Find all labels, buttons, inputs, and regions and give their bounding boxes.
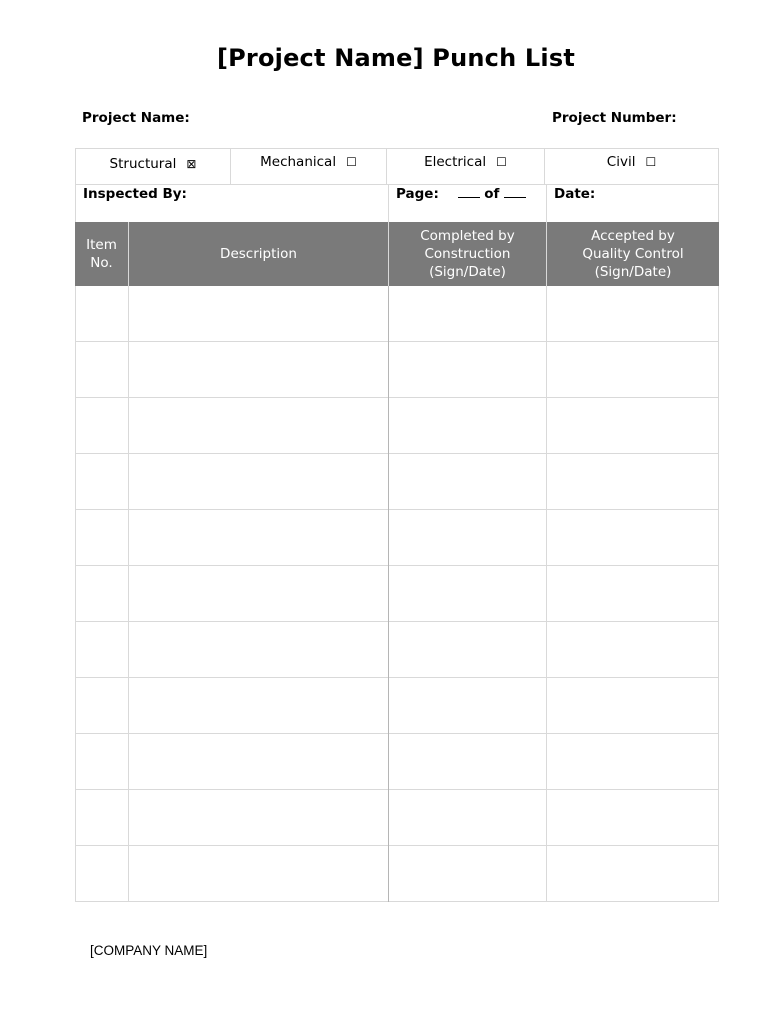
qc-signoff-cell[interactable] (546, 678, 719, 734)
category-mechanical[interactable] (231, 148, 387, 185)
header-completed-by-construction: Completed by Construction (Sign/Date) (388, 222, 546, 286)
table-row (75, 454, 719, 510)
category-civil[interactable] (545, 148, 719, 185)
inspected-by-label: Inspected By: (83, 186, 187, 202)
construction-signoff-cell[interactable] (388, 398, 546, 454)
checked-checkbox-icon[interactable]: ⊠ (186, 157, 197, 171)
construction-signoff-cell[interactable] (388, 678, 546, 734)
item-no-cell[interactable] (75, 398, 128, 454)
table-row (75, 790, 719, 846)
description-cell[interactable] (128, 286, 388, 342)
construction-signoff-cell[interactable] (388, 790, 546, 846)
description-cell[interactable] (128, 734, 388, 790)
qc-signoff-cell[interactable] (546, 510, 719, 566)
item-no-cell[interactable] (75, 286, 128, 342)
item-no-cell[interactable] (75, 342, 128, 398)
description-cell[interactable] (128, 846, 388, 902)
item-no-cell[interactable] (75, 510, 128, 566)
of-label: of (484, 186, 500, 202)
item-no-cell[interactable] (75, 622, 128, 678)
date-label: Date: (554, 186, 596, 202)
item-no-cell[interactable] (75, 846, 128, 902)
qc-signoff-cell[interactable] (546, 622, 719, 678)
description-cell[interactable] (128, 398, 388, 454)
description-cell[interactable] (128, 454, 388, 510)
construction-signoff-cell[interactable] (388, 622, 546, 678)
checkbox-icon[interactable]: ☐ (346, 155, 357, 169)
construction-signoff-cell[interactable] (388, 566, 546, 622)
description-cell[interactable] (128, 510, 388, 566)
qc-signoff-cell[interactable] (546, 566, 719, 622)
qc-signoff-cell[interactable] (546, 790, 719, 846)
item-no-cell[interactable] (75, 454, 128, 510)
checkbox-icon[interactable]: ☐ (645, 155, 657, 169)
qc-signoff-cell[interactable] (546, 734, 719, 790)
qc-signoff-cell[interactable] (546, 846, 719, 902)
table-row (75, 510, 719, 566)
page-total-blank[interactable] (504, 185, 526, 198)
table-row (75, 566, 719, 622)
description-cell[interactable] (128, 790, 388, 846)
category-label: Electrical (424, 154, 487, 170)
table-row (75, 286, 719, 342)
category-electrical[interactable] (387, 148, 545, 185)
description-cell[interactable] (128, 342, 388, 398)
construction-signoff-cell[interactable] (388, 510, 546, 566)
header-item-no: Item No. (86, 237, 117, 271)
category-structural[interactable] (75, 148, 231, 185)
checkbox-icon[interactable]: ☐ (496, 155, 507, 169)
category-row (75, 148, 719, 185)
qc-signoff-cell[interactable] (546, 454, 719, 510)
construction-signoff-cell[interactable] (388, 734, 546, 790)
date-field[interactable] (546, 185, 719, 222)
punch-list-table-body (75, 286, 719, 902)
inspected-by-field[interactable] (75, 185, 388, 222)
table-row (75, 342, 719, 398)
category-label: Civil (606, 154, 636, 170)
description-cell[interactable] (128, 566, 388, 622)
description-cell[interactable] (128, 622, 388, 678)
item-no-cell[interactable] (75, 566, 128, 622)
category-label: Structural (109, 156, 177, 172)
inspection-row (75, 185, 719, 222)
table-row (75, 398, 719, 454)
project-name-label: Project Name: (82, 110, 190, 126)
item-no-cell[interactable] (75, 790, 128, 846)
construction-signoff-cell[interactable] (388, 454, 546, 510)
construction-signoff-cell[interactable] (388, 342, 546, 398)
header-description: Description (128, 222, 388, 286)
header-accepted-by-qc: Accepted by Quality Control (Sign/Date) (546, 222, 719, 286)
table-row (75, 734, 719, 790)
table-header (75, 222, 719, 286)
item-no-cell[interactable] (75, 678, 128, 734)
construction-signoff-cell[interactable] (388, 286, 546, 342)
category-label: Mechanical (260, 154, 337, 170)
description-cell[interactable] (128, 678, 388, 734)
table-row (75, 846, 719, 902)
page-title: [Project Name] Punch List (216, 44, 576, 72)
qc-signoff-cell[interactable] (546, 342, 719, 398)
project-number-label: Project Number: (552, 110, 677, 126)
table-row (75, 678, 719, 734)
qc-signoff-cell[interactable] (546, 398, 719, 454)
qc-signoff-cell[interactable] (546, 286, 719, 342)
page-label: Page: (396, 186, 439, 202)
company-name: [COMPANY NAME] (90, 943, 208, 958)
page-number-blank[interactable] (458, 185, 480, 198)
page-field[interactable] (388, 185, 546, 222)
construction-signoff-cell[interactable] (388, 846, 546, 902)
table-row (75, 622, 719, 678)
item-no-cell[interactable] (75, 734, 128, 790)
